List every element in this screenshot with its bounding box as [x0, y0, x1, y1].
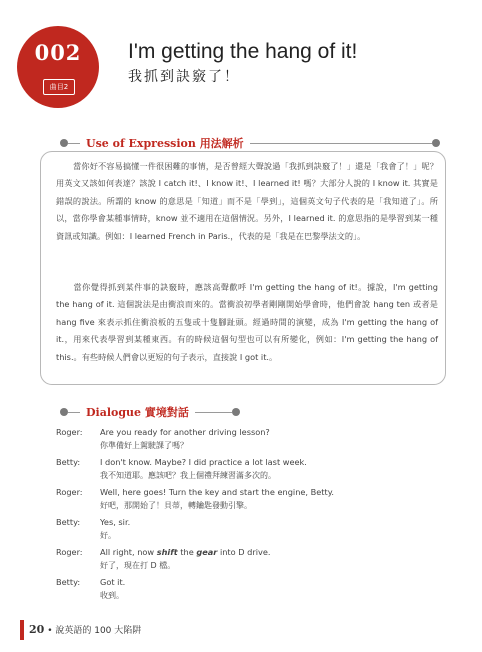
expression-heading	[80, 135, 250, 151]
divider	[250, 143, 432, 144]
speaker-name: Betty:	[56, 577, 81, 587]
dialogue-english-part: into D drive.	[217, 547, 271, 557]
dialogue-english-part: the	[177, 547, 197, 557]
bullet-dot-icon	[432, 139, 440, 147]
dialogue-line	[56, 456, 448, 483]
keyword-gear: gear	[196, 547, 218, 557]
footer	[29, 623, 141, 636]
speaker-name: Roger:	[56, 547, 83, 557]
dialogue-english-part: All right, now	[100, 547, 157, 557]
expression-heading-en: Use of Expression	[86, 137, 196, 150]
bullet-dot-icon	[60, 139, 68, 147]
dialogue-chinese: 我不知道耶。應該吧？我上個禮拜練習滿多次的。	[100, 471, 276, 480]
dialogue-english: I don't know. Maybe? I did practice a lot last week.	[100, 457, 307, 467]
keyword-shift: shift	[156, 547, 178, 557]
dialogue-list	[56, 426, 448, 606]
dialogue-line	[56, 546, 448, 573]
footer-accent-bar	[20, 620, 24, 640]
divider	[68, 143, 80, 144]
speaker-name: Roger:	[56, 427, 83, 437]
title-english: I'm getting the hang of it!	[128, 40, 358, 63]
speaker-name: Betty:	[56, 517, 81, 527]
speaker-name: Roger:	[56, 487, 83, 497]
divider	[195, 412, 232, 413]
dialogue-english: Got it.	[100, 577, 126, 587]
dialogue-line	[56, 426, 448, 453]
divider	[68, 412, 80, 413]
dialogue-heading-zh: 實境對話	[144, 406, 189, 419]
dialogue-english: Are you ready for another driving lesson?	[100, 427, 270, 437]
expression-paragraph-1	[56, 158, 438, 245]
dialogue-line	[56, 486, 448, 513]
expression-paragraph-1-text: 當你好不容易搞懂一件很困難的事情，是否曾經大聲說過「我抓到訣竅了！」還是「我會了！」呢？用英文又該如何表達？該說 I catch it!、I know it!、I learned it! 嗎？大部分人說的 I know it. 其實是錯誤的說法。所謂的 know 的意思是「知道」而不是「學到」，這個英文句子代表的是「我知道了」。所以，當你學會某種事情時，know 並不適用在這個情況。另外，I learned it. 的意思指的是學習到某一種資訊或知識。例如：I learned French in Paris.，代表的是「我是在巴黎學法文的」。	[56, 161, 438, 241]
dialogue-heading-en: Dialogue	[86, 406, 142, 419]
bullet-dot-icon	[60, 408, 68, 416]
dialogue-english: Yes, sir.	[100, 517, 131, 527]
track-label: 曲目2	[43, 79, 75, 95]
dialogue-english	[100, 546, 270, 559]
dialogue-line	[56, 576, 448, 603]
dialogue-heading	[80, 404, 195, 420]
dialogue-chinese: 好吧，那開始了！貝蒂，轉鑰匙發動引擎。	[100, 501, 252, 510]
lesson-number: 002	[34, 40, 82, 65]
dialogue-chinese: 你準備好上駕駛課了嗎？	[100, 441, 188, 450]
book-title: • 說英語的 100 大陷阱	[47, 626, 142, 636]
dialogue-english: Well, here goes! Turn the key and start the engine, Betty.	[100, 487, 334, 497]
dialogue-section-header	[60, 404, 240, 420]
expression-paragraph-2	[56, 279, 438, 366]
speaker-name: Betty:	[56, 457, 81, 467]
expression-heading-zh: 用法解析	[199, 137, 244, 150]
title-chinese: 我抓到訣竅了！	[128, 69, 240, 85]
dialogue-line	[56, 516, 448, 543]
expression-section-header	[60, 135, 440, 151]
lesson-number-badge	[17, 26, 99, 108]
page-number: 20	[29, 623, 45, 636]
dialogue-chinese: 收到。	[100, 591, 124, 600]
bullet-dot-icon	[232, 408, 240, 416]
dialogue-chinese: 好。	[100, 531, 116, 540]
expression-paragraph-2-text: 當你覺得抓到某件事的訣竅時，應該高聲歡呼 I'm getting the hang of it!。據說，I'm getting the hang of it. 這個說法是由衝浪而來的。當衝浪初學者剛剛開始學會時，他們會說 hang ten 或者是 hang five 來表示抓住衝浪板的五隻或十隻腳趾頭。經過時間的演變，成為 I'm getting the hang of it.，用來代表學習到某種東西。有的時候這個句型也可以有所變化，例如：I'm getting the hang of this.。有些時候人們會以更短的句子表示，直接說 I got it.。	[56, 282, 438, 362]
dialogue-chinese: 好了，現在打 D 檔。	[100, 561, 176, 570]
